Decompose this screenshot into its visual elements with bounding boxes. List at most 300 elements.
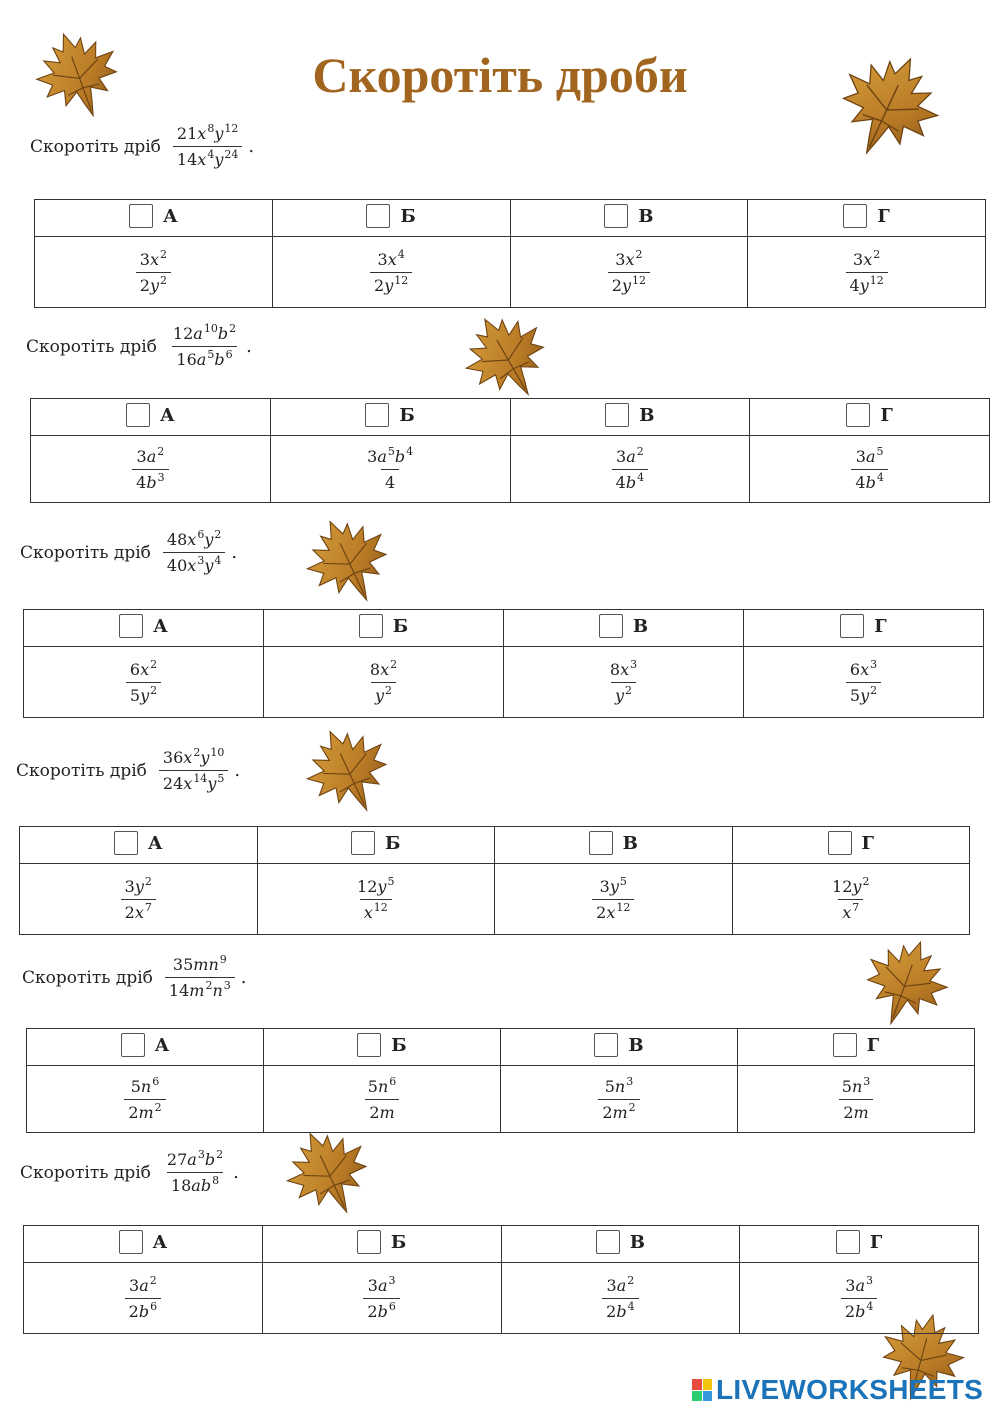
question-fraction xyxy=(173,124,242,169)
math-term: 12 xyxy=(172,324,194,343)
math-term: 5 xyxy=(130,1076,141,1096)
math-term: y xyxy=(214,150,224,169)
option-fraction xyxy=(598,1074,639,1122)
math-term: x xyxy=(860,659,870,679)
option-fraction xyxy=(136,247,171,295)
fraction-numerator xyxy=(374,247,409,272)
fraction-denominator xyxy=(612,469,648,492)
math-term: x xyxy=(149,249,159,269)
math-term: 12 xyxy=(832,876,853,896)
math-term: 14 xyxy=(168,981,190,1000)
option-letter: А xyxy=(163,205,178,227)
math-term: 4 xyxy=(615,472,626,492)
answer-checkbox[interactable] xyxy=(846,403,870,427)
fraction-denominator xyxy=(365,1099,398,1122)
math-term: b xyxy=(214,350,225,369)
answer-checkbox[interactable] xyxy=(833,1033,857,1057)
math-term: 3 xyxy=(855,446,866,466)
math-term: a xyxy=(196,350,207,369)
math-term: m xyxy=(379,1102,395,1122)
answer-checkbox[interactable] xyxy=(366,204,390,228)
math-term: 4 xyxy=(136,472,147,492)
option-answer-cell xyxy=(738,1066,975,1133)
math-term: m xyxy=(189,981,205,1000)
option-header-cell xyxy=(510,200,748,237)
math-term: 6 xyxy=(849,659,861,679)
math-term: 2 xyxy=(843,1102,854,1122)
math-term: x xyxy=(863,249,873,269)
math-term: 3 xyxy=(367,1275,378,1295)
option-letter: В xyxy=(622,832,638,854)
option-fraction xyxy=(606,657,641,705)
math-term: x xyxy=(183,774,193,793)
fraction-numerator xyxy=(849,247,884,272)
answer-checkbox[interactable] xyxy=(589,831,613,855)
option-fraction xyxy=(846,247,888,295)
math-exponent: 2 xyxy=(150,657,158,671)
math-term: x xyxy=(134,902,144,922)
math-term: a xyxy=(377,446,387,466)
option-fraction xyxy=(841,1273,877,1321)
math-term: 40 xyxy=(166,556,188,575)
option-header-cell xyxy=(510,399,750,436)
math-exponent: 2 xyxy=(870,683,878,697)
math-exponent: 3 xyxy=(870,657,878,671)
answer-checkbox[interactable] xyxy=(359,614,383,638)
answer-checkbox[interactable] xyxy=(357,1033,381,1057)
math-exponent: 5 xyxy=(387,874,395,888)
option-header-cell xyxy=(27,1029,264,1066)
fraction-denominator xyxy=(370,272,412,295)
option-fraction xyxy=(126,657,161,705)
math-exponent: 12 xyxy=(631,273,646,287)
math-exponent: 5 xyxy=(217,772,225,785)
math-term: x xyxy=(183,748,193,767)
option-fraction xyxy=(132,444,168,492)
math-term: a xyxy=(146,446,157,466)
option-letter: Б xyxy=(399,404,415,426)
math-exponent: 7 xyxy=(852,900,860,914)
answer-checkbox[interactable] xyxy=(599,614,623,638)
math-exponent: 6 xyxy=(152,1074,160,1088)
option-answer-cell xyxy=(264,647,504,718)
math-exponent: 2 xyxy=(873,247,881,261)
math-exponent: 2 xyxy=(635,247,643,261)
answer-checkbox[interactable] xyxy=(843,204,867,228)
math-exponent: 2 xyxy=(159,273,167,287)
math-term: y xyxy=(621,275,631,295)
answer-checkbox[interactable] xyxy=(605,403,629,427)
fraction-denominator xyxy=(611,682,636,705)
math-exponent: 2 xyxy=(385,683,393,697)
math-exponent: 5 xyxy=(619,874,627,888)
math-term: a xyxy=(855,1275,865,1295)
option-letter: Г xyxy=(861,832,874,854)
option-letter: В xyxy=(639,404,655,426)
option-letter: Г xyxy=(874,615,887,637)
question-6-prompt: Скоротіть дріб $\frac{27a^3b^2}{18ab^8}$ . xyxy=(20,1148,239,1195)
fraction-numerator xyxy=(841,1273,877,1298)
math-term: m xyxy=(193,955,209,974)
option-letter: В xyxy=(632,615,649,637)
option-fraction xyxy=(608,247,650,295)
option-letter: Г xyxy=(866,1034,880,1056)
math-term: y xyxy=(852,876,862,896)
math-term: 36 xyxy=(162,748,184,767)
math-exponent: 2 xyxy=(636,444,644,458)
math-term: 21 xyxy=(176,124,198,143)
fraction-numerator xyxy=(364,1074,401,1099)
option-header-cell xyxy=(744,610,984,647)
fraction-numerator xyxy=(125,1273,161,1298)
option-letter: А xyxy=(160,404,175,426)
option-fraction xyxy=(612,444,648,492)
math-exponent: 3 xyxy=(863,1074,871,1088)
math-term: b xyxy=(616,1301,627,1321)
math-exponent: 2 xyxy=(627,1273,635,1287)
option-answer-cell xyxy=(750,436,990,503)
fraction-denominator xyxy=(360,899,392,922)
fraction-denominator xyxy=(159,770,228,793)
option-letter: А xyxy=(152,1231,168,1253)
fraction-denominator xyxy=(846,682,881,705)
fraction-numerator xyxy=(169,324,240,346)
math-term: n xyxy=(851,1076,863,1096)
question-fraction xyxy=(169,324,240,369)
option-fraction xyxy=(366,657,401,705)
math-exponent: 4 xyxy=(627,1299,635,1313)
fraction-denominator xyxy=(125,1298,161,1321)
option-header-cell xyxy=(264,610,504,647)
math-term: 3 xyxy=(606,1275,617,1295)
math-exponent: 7 xyxy=(144,900,152,914)
math-exponent: 10 xyxy=(210,746,225,759)
fraction-denominator xyxy=(363,1298,399,1321)
option-answer-cell xyxy=(495,864,733,935)
math-term: b xyxy=(138,1301,150,1321)
math-term: x xyxy=(620,659,630,679)
option-letter: А xyxy=(153,615,168,637)
question-fraction xyxy=(165,955,235,1000)
math-exponent: 6 xyxy=(197,528,205,541)
math-term: m xyxy=(138,1102,154,1122)
maple-leaf-icon xyxy=(460,310,552,402)
math-term: 2 xyxy=(596,902,607,922)
fraction-numerator xyxy=(363,444,417,469)
fraction-denominator xyxy=(165,977,235,1000)
fraction-numerator xyxy=(603,1273,639,1298)
math-term: 14 xyxy=(176,150,198,169)
math-exponent: 8 xyxy=(212,1174,220,1187)
math-exponent: 2 xyxy=(205,979,213,992)
fraction-denominator xyxy=(132,469,168,492)
option-fraction xyxy=(370,247,412,295)
math-term: y xyxy=(859,275,869,295)
fraction-numerator xyxy=(366,657,401,682)
option-header-cell xyxy=(262,1226,501,1263)
math-term: 5 xyxy=(849,685,861,705)
math-term: 2 xyxy=(611,275,622,295)
fraction-numerator xyxy=(159,748,228,770)
answer-checkbox[interactable] xyxy=(119,614,143,638)
fraction-denominator xyxy=(602,1298,638,1321)
option-fraction xyxy=(125,1273,161,1321)
math-exponent: 6 xyxy=(389,1074,397,1088)
math-exponent: 4 xyxy=(397,247,405,261)
math-exponent: 3 xyxy=(865,1273,873,1287)
fraction-numerator xyxy=(838,1074,875,1099)
maple-leaf-icon xyxy=(860,936,952,1028)
option-header-cell xyxy=(501,1226,740,1263)
math-exponent: 12 xyxy=(373,900,388,914)
fraction-denominator xyxy=(126,682,161,705)
option-answer-cell xyxy=(35,237,273,308)
option-letter: Г xyxy=(880,404,893,426)
option-letter: А xyxy=(154,1034,170,1056)
math-term: x xyxy=(842,902,852,922)
fraction-denominator xyxy=(851,469,887,492)
math-exponent: 3 xyxy=(630,657,638,671)
fraction-numerator xyxy=(601,1074,638,1099)
math-term: y xyxy=(374,685,385,705)
answer-checkbox[interactable] xyxy=(604,204,628,228)
math-exponent: 2 xyxy=(229,322,237,335)
math-term: 2 xyxy=(369,1102,380,1122)
fraction-numerator xyxy=(163,530,225,552)
math-term: 4 xyxy=(855,472,866,492)
option-header-cell xyxy=(738,1029,975,1066)
math-term: b xyxy=(865,472,876,492)
math-term: y xyxy=(204,530,214,549)
math-term: 27 xyxy=(166,1150,188,1169)
math-term: y xyxy=(200,748,210,767)
math-term: y xyxy=(377,876,387,896)
fraction-denominator xyxy=(172,346,236,369)
math-exponent: 2 xyxy=(159,247,167,261)
option-answer-cell xyxy=(27,1066,264,1133)
question-5-prompt: Скоротіть дріб $\frac{35mn^9}{14m^2n^3}$ . xyxy=(22,953,247,1000)
fraction-numerator xyxy=(364,1273,400,1298)
math-exponent: 2 xyxy=(628,1100,636,1114)
answer-checkbox[interactable] xyxy=(365,403,389,427)
math-term: x xyxy=(625,249,635,269)
math-term: x xyxy=(197,150,207,169)
option-header-cell xyxy=(504,610,744,647)
answer-checkbox[interactable] xyxy=(126,403,150,427)
math-exponent: 5 xyxy=(207,348,215,361)
math-term: 16 xyxy=(176,350,197,369)
fraction-numerator xyxy=(121,874,156,899)
math-term: y xyxy=(149,275,159,295)
option-answer-cell xyxy=(501,1263,740,1334)
option-answer-cell xyxy=(272,237,510,308)
question-text: Скоротіть дріб xyxy=(30,136,161,157)
math-term: y xyxy=(384,275,394,295)
liveworksheets-logo xyxy=(692,1374,983,1406)
fraction-numerator xyxy=(133,444,169,469)
option-answer-cell xyxy=(270,436,510,503)
question-text: Скоротіть дріб xyxy=(16,760,147,781)
math-term: a xyxy=(865,446,876,466)
math-term: 3 xyxy=(616,446,627,466)
answer-checkbox[interactable] xyxy=(114,831,138,855)
option-header-cell xyxy=(24,610,264,647)
math-exponent: 2 xyxy=(214,528,222,541)
answer-checkbox[interactable] xyxy=(119,1230,143,1254)
option-fraction xyxy=(121,874,156,922)
math-term: 2 xyxy=(844,1301,856,1321)
option-header-cell xyxy=(264,1029,501,1066)
fraction-numerator xyxy=(846,657,881,682)
question-fraction xyxy=(163,530,225,575)
math-exponent: 9 xyxy=(219,953,227,966)
option-answer-cell xyxy=(501,1066,738,1133)
option-fraction xyxy=(124,1074,165,1122)
math-term: 4 xyxy=(385,472,396,492)
fraction-denominator xyxy=(371,682,396,705)
fraction-denominator xyxy=(841,1298,877,1321)
option-fraction xyxy=(363,444,417,492)
math-term: 12 xyxy=(357,876,378,896)
option-letter: В xyxy=(629,1231,645,1253)
math-term: 3 xyxy=(853,249,864,269)
answer-checkbox[interactable] xyxy=(836,1230,860,1254)
math-term: 3 xyxy=(139,249,150,269)
math-exponent: 24 xyxy=(224,148,239,161)
math-term: a xyxy=(377,1275,388,1295)
liveworksheets-brand: LIVEWORKSHEETS xyxy=(716,1374,984,1405)
math-term: a xyxy=(626,446,636,466)
math-term: 2 xyxy=(367,1301,378,1321)
option-fraction xyxy=(602,1273,638,1321)
option-header-cell xyxy=(272,200,510,237)
math-exponent: 5 xyxy=(876,444,884,458)
math-exponent: 10 xyxy=(203,322,218,335)
option-header-cell xyxy=(35,200,273,237)
fraction-denominator xyxy=(608,272,650,295)
fraction-denominator xyxy=(136,272,171,295)
option-answer-cell xyxy=(504,647,744,718)
answer-checkbox[interactable] xyxy=(351,831,375,855)
math-term: x xyxy=(363,902,373,922)
math-term: 3 xyxy=(129,1275,140,1295)
math-exponent: 3 xyxy=(388,1273,396,1287)
math-term: a xyxy=(193,324,203,343)
option-letter: Г xyxy=(877,205,890,227)
question-1-prompt: Скоротіть дріб $\frac{21x^8y^{12}}{14x^4y^{24}}$ . xyxy=(30,122,255,169)
math-term: 3 xyxy=(136,446,147,466)
math-term: b xyxy=(625,472,637,492)
fraction-numerator xyxy=(353,874,398,899)
math-exponent: 3 xyxy=(157,470,165,484)
answer-checkbox[interactable] xyxy=(357,1230,381,1254)
option-fraction xyxy=(846,657,881,705)
math-term: x xyxy=(387,249,397,269)
math-exponent: 2 xyxy=(150,683,158,697)
math-term: n xyxy=(208,955,219,974)
option-answer-cell xyxy=(510,436,750,503)
math-term: 5 xyxy=(604,1076,615,1096)
answer-table-5 xyxy=(26,1028,975,1133)
option-header-cell xyxy=(20,827,258,864)
math-term: 3 xyxy=(599,876,610,896)
maple-leaf-icon xyxy=(834,50,944,160)
option-answer-cell xyxy=(31,436,271,503)
math-term: 3 xyxy=(124,876,135,896)
option-letter: В xyxy=(638,205,654,227)
math-term: a xyxy=(187,1150,197,1169)
math-term: 2 xyxy=(124,902,135,922)
answer-checkbox[interactable] xyxy=(129,204,153,228)
answer-checkbox[interactable] xyxy=(828,831,852,855)
math-term: 35 xyxy=(172,955,194,974)
math-term: x xyxy=(140,659,150,679)
option-header-cell xyxy=(501,1029,738,1066)
answer-table-1 xyxy=(34,199,986,308)
question-text: Скоротіть дріб xyxy=(20,542,151,563)
page-title: Скоротіть дроби xyxy=(312,47,688,103)
answer-checkbox[interactable] xyxy=(840,614,864,638)
option-header-cell xyxy=(732,827,970,864)
math-term: b xyxy=(204,1150,216,1169)
math-term: a xyxy=(616,1275,627,1295)
fraction-denominator xyxy=(124,1099,165,1122)
math-exponent: 2 xyxy=(157,444,165,458)
math-term: y xyxy=(860,685,870,705)
math-term: 24 xyxy=(162,774,184,793)
option-answer-cell xyxy=(740,1263,979,1334)
option-fraction xyxy=(353,874,398,922)
answer-checkbox[interactable] xyxy=(121,1033,145,1057)
option-header-cell xyxy=(740,1226,979,1263)
math-exponent: 12 xyxy=(616,900,631,914)
math-exponent: 3 xyxy=(223,979,231,992)
question-text: Скоротіть дріб xyxy=(20,1162,151,1183)
fraction-numerator xyxy=(127,1074,164,1099)
fraction-denominator xyxy=(173,146,242,169)
math-term: y xyxy=(134,876,144,896)
fraction-denominator xyxy=(839,1099,872,1122)
math-exponent: 3 xyxy=(197,554,205,567)
math-exponent: 4 xyxy=(214,554,222,567)
question-text: Скоротіть дріб xyxy=(26,336,157,357)
math-term: 48 xyxy=(166,530,188,549)
math-exponent: 2 xyxy=(154,1100,162,1114)
fraction-denominator xyxy=(163,552,225,575)
question-text: Скоротіть дріб xyxy=(22,967,153,988)
math-term: 2 xyxy=(128,1301,139,1321)
math-exponent: 4 xyxy=(876,470,884,484)
math-term: x xyxy=(187,556,197,575)
math-term: y xyxy=(204,556,214,575)
maple-leaf-icon xyxy=(32,28,124,120)
math-exponent: 8 xyxy=(207,122,215,135)
math-term: y xyxy=(614,685,625,705)
option-header-cell xyxy=(257,827,495,864)
option-letter: Б xyxy=(390,1231,407,1253)
option-letter: Б xyxy=(385,832,401,854)
answer-checkbox[interactable] xyxy=(596,1230,620,1254)
math-term: y xyxy=(140,685,150,705)
option-fraction xyxy=(851,444,887,492)
math-term: y xyxy=(214,124,224,143)
question-fraction xyxy=(163,1150,227,1195)
math-term: 8 xyxy=(369,659,381,679)
math-exponent: 6 xyxy=(388,1299,396,1313)
math-term: x xyxy=(380,659,390,679)
math-exponent: 4 xyxy=(637,470,645,484)
answer-checkbox[interactable] xyxy=(594,1033,618,1057)
